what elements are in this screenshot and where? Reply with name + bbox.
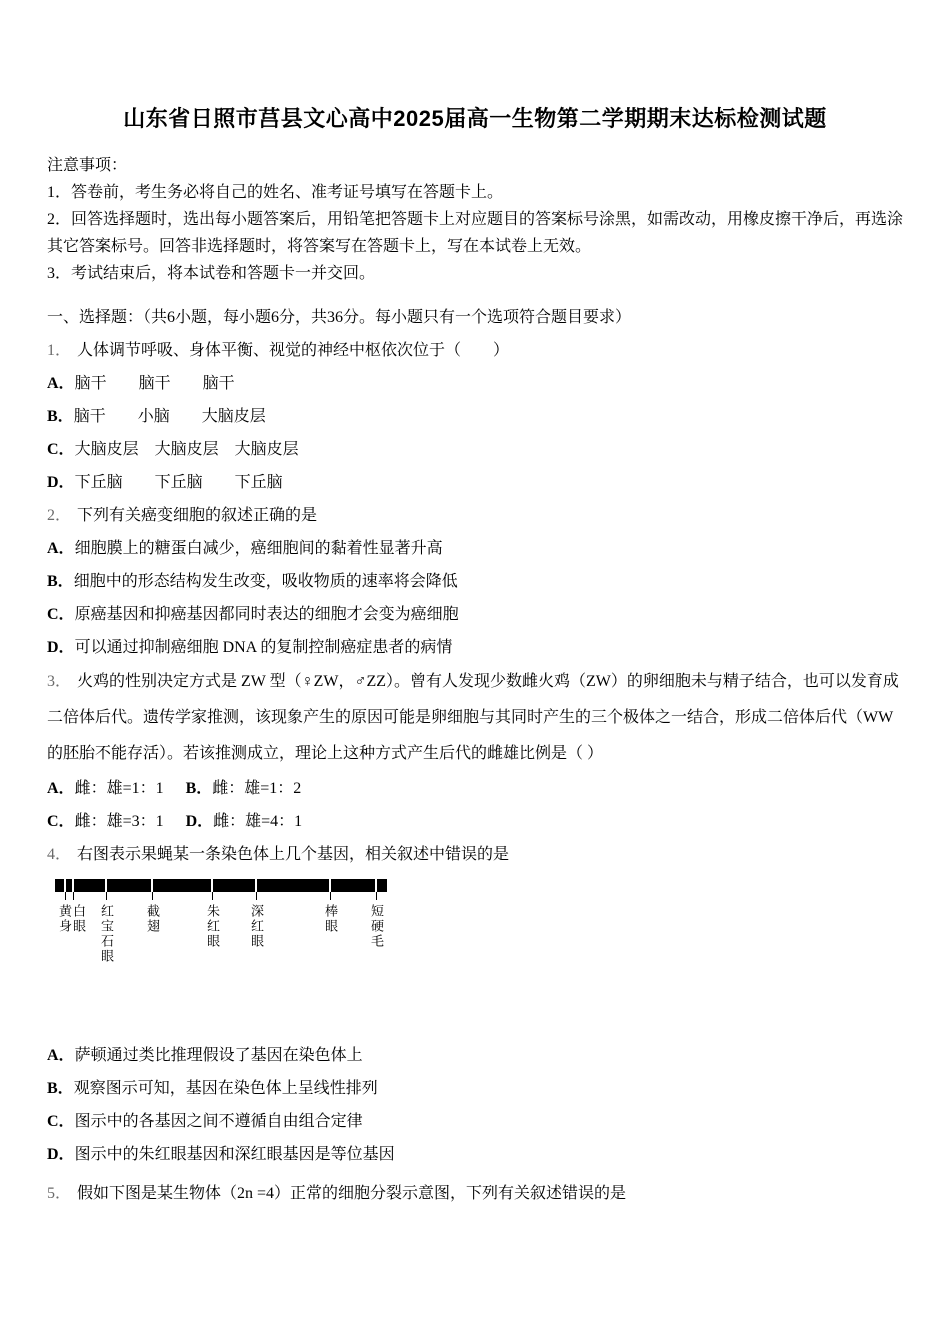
option-line	[47, 400, 903, 433]
question-3	[47, 664, 903, 838]
chromosome-segment	[153, 879, 211, 892]
gene-label: 白眼	[71, 904, 86, 934]
option-label: B．	[47, 408, 74, 425]
gene-label: 截翅	[145, 904, 160, 934]
question-stem	[47, 499, 903, 532]
chromosome-segment	[107, 879, 151, 892]
notice-item: 3．考试结束后，将本试卷和答题卡一并交回。	[47, 265, 376, 282]
option-label: A．	[47, 540, 75, 557]
gene-label: 棒眼	[323, 904, 338, 934]
question-number: 4．	[47, 846, 72, 863]
gene-label: 深红眼	[249, 904, 264, 949]
option-label: B．	[185, 780, 213, 797]
option-text: 萨顿通过类比推理假设了基因在染色体上	[74, 1047, 363, 1064]
gene-locus-tick	[73, 892, 74, 900]
question-number: 5．	[47, 1185, 72, 1202]
option-line	[47, 532, 903, 565]
question-text: 火鸡的性别决定方式是 ZW 型（♀ZW，♂ZZ）。曾有人发现少数雌火鸡（ZW）的卵细胞未与精子结合，也可以发育成二倍体后代。遗传学家推测，该现象产生的原因可能是卵细胞与其同时产生的三个极体之一结合，形成二倍体后代（WW 的胚胎不能存活）。若该推测成立，理论上这种方式产生后代的雌雄比例是（ ）	[47, 673, 899, 762]
option-label: B．	[47, 1080, 74, 1097]
question-text: 假如下图是某生物体（2n =4）正常的细胞分裂示意图，下列有关叙述错误的是	[77, 1185, 627, 1202]
option-label: B．	[47, 573, 74, 590]
gene-locus-tick	[330, 892, 331, 900]
chromosome-segment	[213, 879, 255, 892]
question-stem	[47, 1177, 903, 1210]
question-1	[47, 334, 903, 499]
gene-locus-tick	[65, 892, 66, 900]
notice-header: 注意事项：	[47, 157, 128, 174]
option-label: A．	[47, 1047, 75, 1064]
question-2	[47, 499, 903, 664]
option-label: C．	[47, 441, 75, 458]
option-line	[47, 1105, 903, 1138]
notice-item: 1．答卷前，考生务必将自己的姓名、准考证号填写在答题卡上。	[47, 184, 504, 201]
gene-locus-tick	[256, 892, 257, 900]
page-title: 山东省日照市莒县文心高中2025届高一生物第二学期期末达标检测试题	[123, 106, 827, 131]
option-text: 下丘脑 下丘脑 下丘脑	[74, 474, 283, 491]
option-text: 细胞中的形态结构发生改变，吸收物质的速率将会降低	[73, 573, 458, 590]
chromosome-segment	[55, 879, 64, 892]
chromosome-segment	[377, 879, 387, 892]
option-line	[47, 631, 903, 664]
option-line	[47, 466, 903, 499]
option	[47, 813, 164, 830]
option	[47, 780, 164, 797]
option-row	[47, 772, 903, 805]
option-text: 图示中的朱红眼基因和深红眼基因是等位基因	[74, 1146, 395, 1163]
option-text: 原癌基因和抑癌基因都同时表达的细胞才会变为癌细胞	[74, 606, 459, 623]
question-text: 下列有关癌变细胞的叙述正确的是	[77, 507, 318, 524]
option-label: A．	[47, 375, 75, 392]
question-text: 人体调节呼吸、身体平衡、视觉的神经中枢依次位于（ ）	[77, 342, 510, 359]
option	[186, 780, 302, 797]
question-number: 1．	[47, 342, 72, 359]
gene-locus-tick	[376, 892, 377, 900]
chromosome-figure	[55, 879, 400, 991]
option-text: 雌：雄=1：1	[74, 780, 164, 797]
gene-label: 朱红眼	[205, 904, 220, 949]
option-label: D．	[47, 1146, 75, 1163]
option-label: A．	[47, 780, 75, 797]
option-label: C．	[47, 1113, 75, 1130]
option-line	[47, 433, 903, 466]
question-4	[47, 838, 903, 1171]
gene-label: 黄身	[57, 904, 72, 934]
option-row	[47, 805, 903, 838]
question-stem	[47, 838, 903, 871]
question-text: 右图表示果蝇某一条染色体上几个基因，相关叙述中错误的是	[77, 846, 510, 863]
option-text: 雌：雄=4：1	[213, 813, 303, 830]
question-number: 3．	[47, 673, 72, 690]
question-5	[47, 1177, 903, 1210]
option-label: D．	[185, 813, 214, 830]
chromosome-segment	[257, 879, 329, 892]
option-text: 可以通过抑制癌细胞 DNA 的复制控制癌症患者的病情	[74, 639, 453, 656]
gene-locus-tick	[212, 892, 213, 900]
option-label: C．	[47, 606, 75, 623]
option-text: 观察图示可知，基因在染色体上呈线性排列	[73, 1080, 378, 1097]
option-text: 大脑皮层 大脑皮层 大脑皮层	[74, 441, 299, 458]
chromosome-bar	[55, 879, 387, 892]
option-label: D．	[47, 474, 75, 491]
gene-label: 红宝石眼	[99, 904, 114, 964]
option-label: D．	[47, 639, 75, 656]
option-text: 雌：雄=1：2	[212, 780, 302, 797]
section-header: 一、选择题：（共6小题，每小题6分，共36分。每小题只有一个选项符合题目要求）	[47, 309, 632, 326]
question-stem	[47, 664, 903, 772]
chromosome-segment	[331, 879, 375, 892]
chromosome-segment	[74, 879, 105, 892]
option-line	[47, 1039, 903, 1072]
question-stem	[47, 334, 903, 367]
gene-locus-tick	[106, 892, 107, 900]
gene-label: 短硬毛	[369, 904, 384, 949]
option-line	[47, 565, 903, 598]
option-label: C．	[47, 813, 75, 830]
gene-locus-tick	[152, 892, 153, 900]
option-text: 图示中的各基因之间不遵循自由组合定律	[74, 1113, 363, 1130]
option-text: 雌：雄=3：1	[74, 813, 164, 830]
notice-block	[47, 152, 903, 287]
chromosome-segment	[66, 879, 72, 892]
option	[186, 813, 303, 830]
option-text: 脑干 小脑 大脑皮层	[73, 408, 266, 425]
question-number: 2．	[47, 507, 72, 524]
notice-item: 2．回答选择题时，选出每小题答案后，用铅笔把答题卡上对应题目的答案标号涂黑，如需改动，用橡皮擦干净后，再选涂其它答案标号。回答非选择题时，将答案写在答题卡上，写在本试卷上无效。	[47, 211, 904, 255]
option-line	[47, 367, 903, 400]
option-line	[47, 598, 903, 631]
option-line	[47, 1138, 903, 1171]
option-text: 细胞膜上的糖蛋白减少，癌细胞间的黏着性显著升高	[74, 540, 443, 557]
option-text: 脑干 脑干 脑干	[74, 375, 235, 392]
option-line	[47, 1072, 903, 1105]
